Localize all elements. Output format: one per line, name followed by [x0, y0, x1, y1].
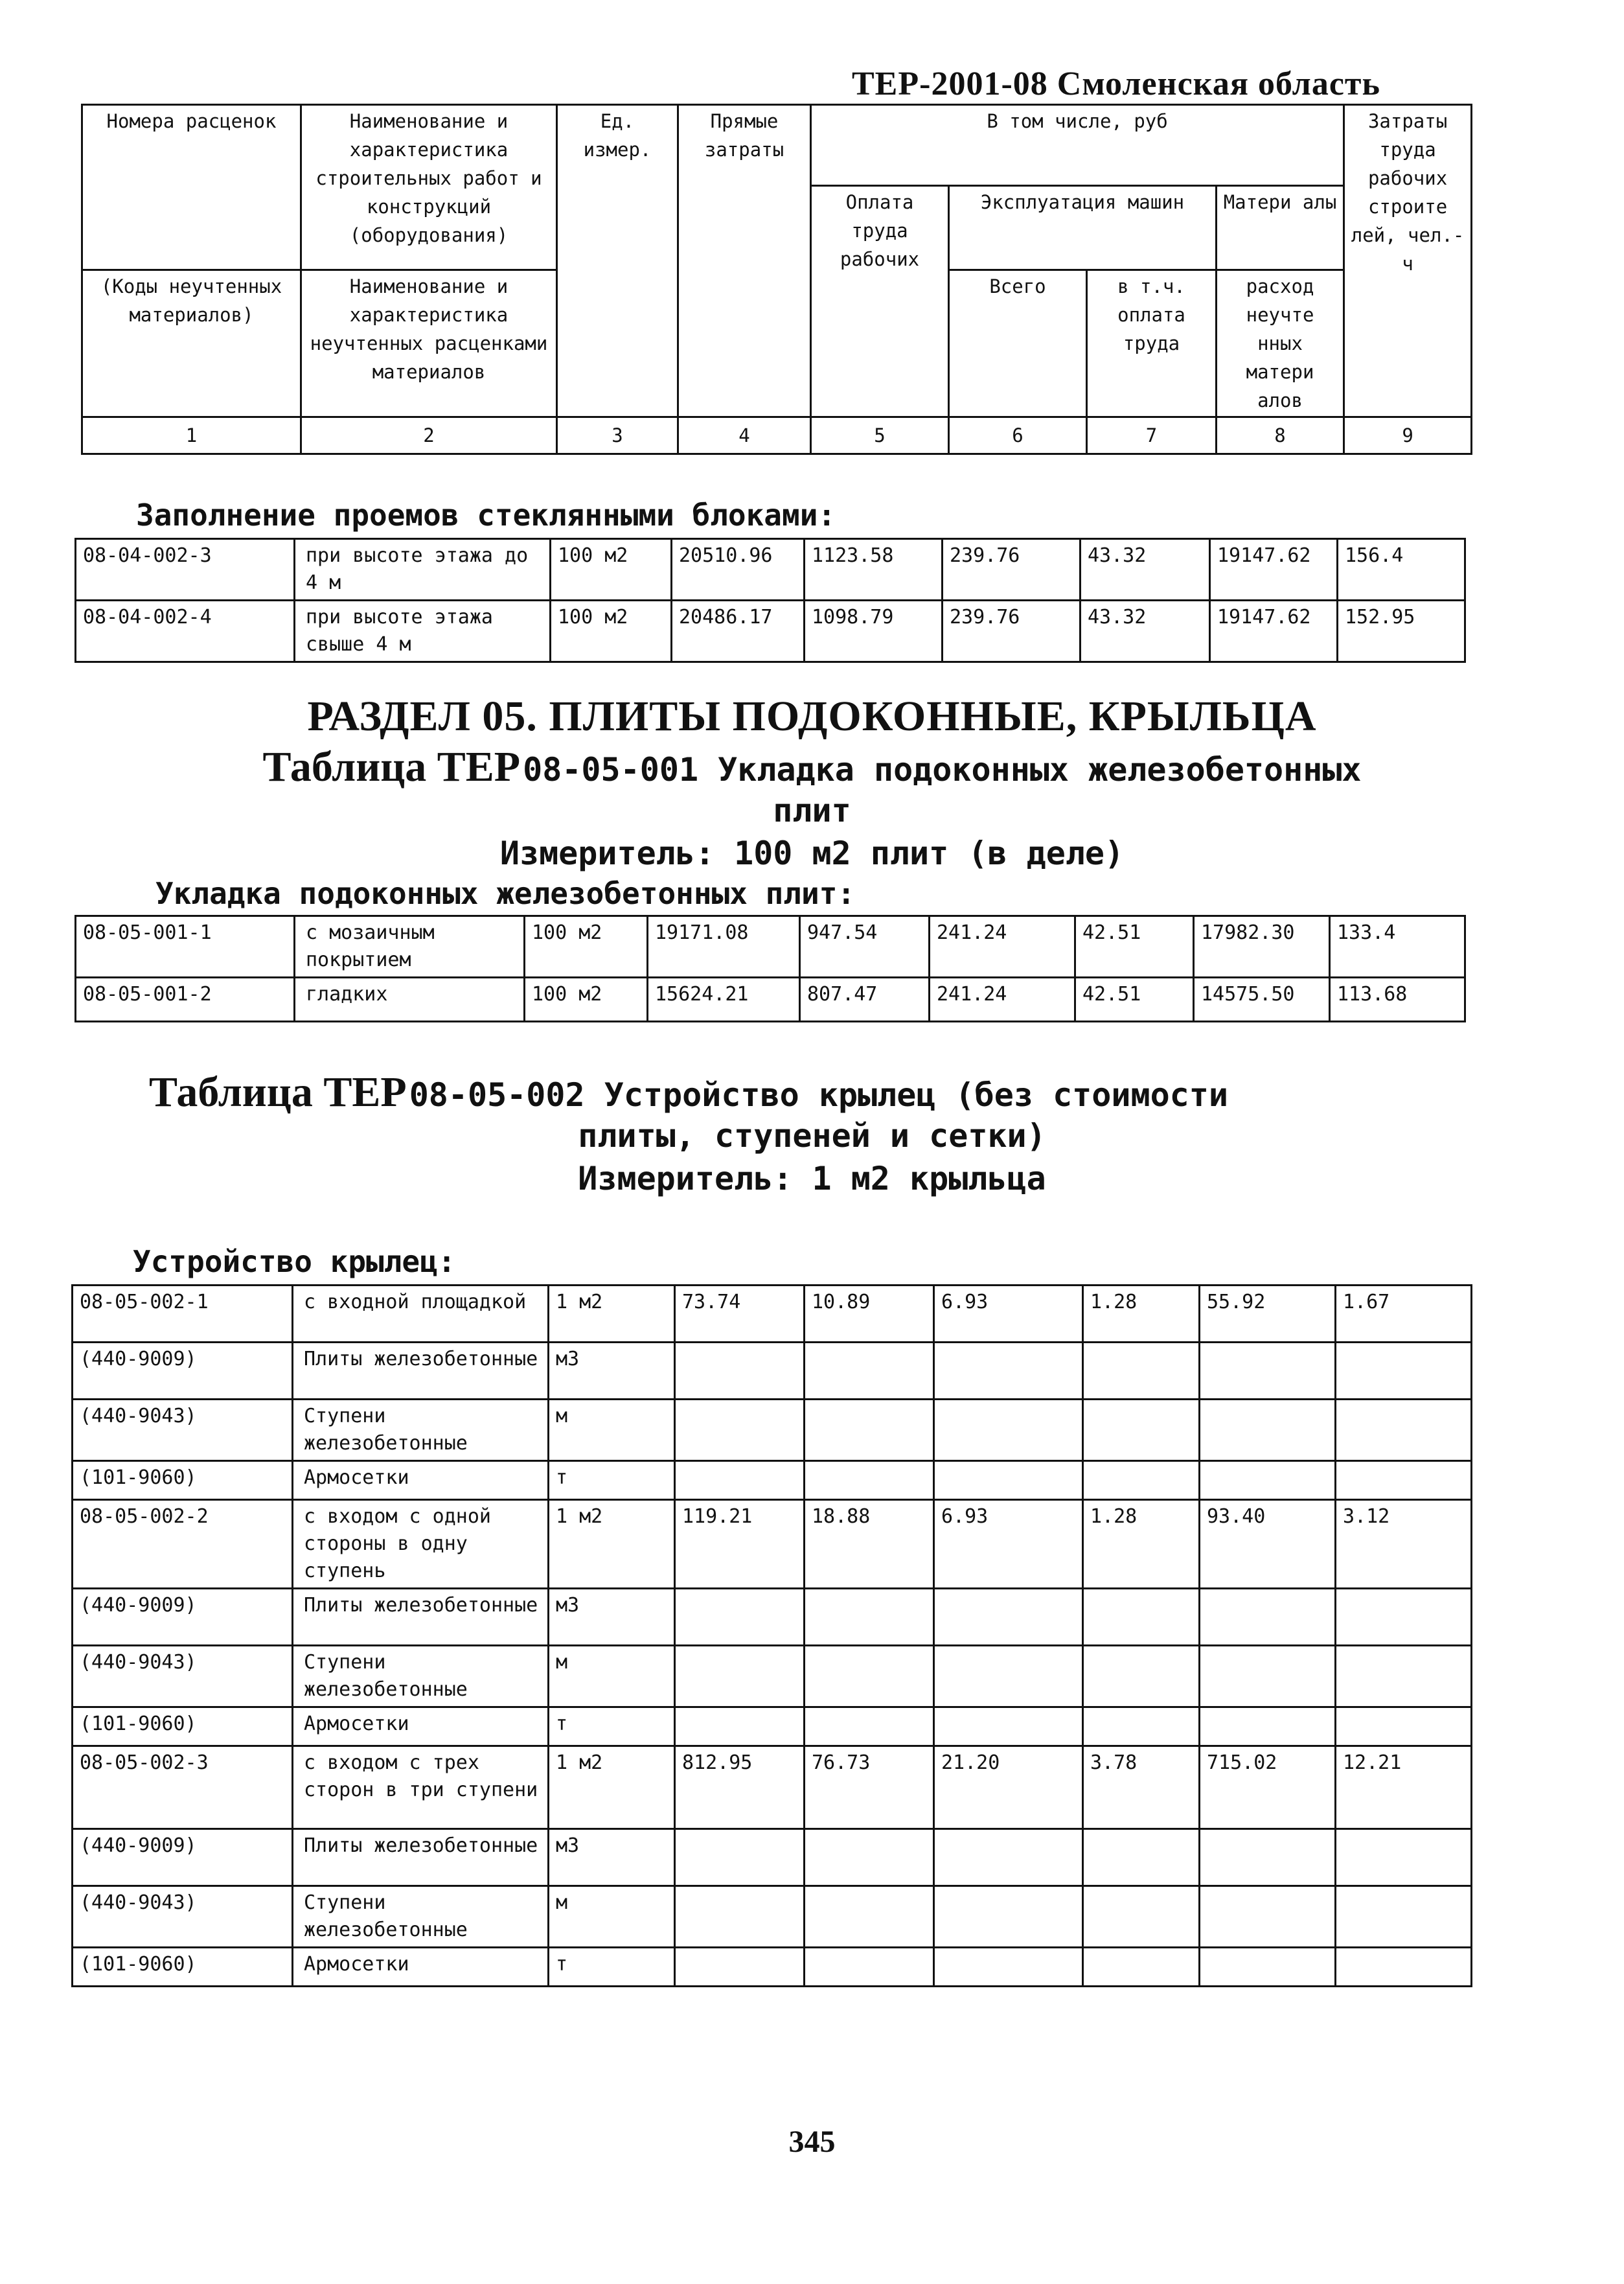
rate-code: 08-05-001-2 [76, 978, 295, 1022]
machines-wage: 43.32 [1081, 601, 1210, 662]
work-name: с входом с одной стороны в одну ступень [293, 1500, 549, 1589]
direct-cost [675, 1829, 805, 1886]
direct-cost: 20486.17 [672, 601, 805, 662]
work-name: Ступени железобетонные [293, 1646, 549, 1707]
table-title-lead: Таблица ТЕР [149, 1068, 407, 1116]
machines-wage: 3.78 [1083, 1746, 1200, 1829]
machines-wage [1083, 1886, 1200, 1948]
table-title-1 [0, 743, 1624, 792]
table-title-text: 08-05-001 Укладка подоконных железобетонных [523, 751, 1362, 789]
unit: т [549, 1948, 675, 1987]
wage [805, 1589, 934, 1646]
table-row [73, 1286, 1472, 1343]
labor [1336, 1343, 1472, 1400]
machines-total: 241.24 [930, 916, 1075, 978]
wage [805, 1948, 934, 1987]
machines-wage: 42.51 [1075, 916, 1194, 978]
direct-cost: 15624.21 [648, 978, 800, 1022]
work-name: Ступени железобетонные [293, 1886, 549, 1948]
direct-cost: 119.21 [675, 1500, 805, 1589]
table-2-meter: Измеритель: 1 м2 крыльца [578, 1160, 1046, 1197]
wage: 18.88 [805, 1500, 934, 1589]
wage [805, 1886, 934, 1948]
col-rate-number-header: Номера расценок [82, 105, 301, 270]
labor [1336, 1461, 1472, 1500]
unit: 100 м2 [525, 916, 648, 978]
machines-wage [1083, 1589, 1200, 1646]
unit: 100 м2 [551, 601, 672, 662]
wage: 76.73 [805, 1746, 934, 1829]
col-machines-header: Эксплуатация машин [949, 186, 1217, 270]
wage: 1123.58 [805, 539, 943, 601]
column-header-table [81, 104, 1472, 455]
labor: 12.21 [1336, 1746, 1472, 1829]
machines-total: 239.76 [943, 601, 1081, 662]
column-number: 7 [1087, 417, 1217, 454]
machines-total [934, 1886, 1083, 1948]
unit: 1 м2 [549, 1500, 675, 1589]
table-row [73, 1589, 1472, 1646]
labor: 156.4 [1338, 539, 1465, 601]
col-labor-header: Затраты труда рабочих строите лей, чел.-ч [1344, 105, 1472, 417]
wage [805, 1707, 934, 1746]
machines-wage: 1.28 [1083, 1286, 1200, 1343]
rate-code: (440-9043) [73, 1646, 293, 1707]
wage [805, 1646, 934, 1707]
materials: 17982.30 [1194, 916, 1330, 978]
sill-label: Укладка подоконных железобетонных плит: [155, 876, 856, 911]
direct-cost: 73.74 [675, 1286, 805, 1343]
materials [1200, 1886, 1336, 1948]
wage [805, 1829, 934, 1886]
machines-wage [1083, 1646, 1200, 1707]
direct-cost [675, 1400, 805, 1461]
rate-code: (440-9009) [73, 1829, 293, 1886]
unit: т [549, 1707, 675, 1746]
rate-code: (101-9060) [73, 1461, 293, 1500]
wage: 10.89 [805, 1286, 934, 1343]
rate-code: 08-04-002-4 [76, 601, 295, 662]
direct-cost [675, 1461, 805, 1500]
materials [1200, 1589, 1336, 1646]
table-title-lead: Таблица ТЕР [262, 743, 521, 790]
work-name: при высоте этажа до 4 м [295, 539, 551, 601]
column-number: 8 [1217, 417, 1344, 454]
glass-blocks-table [74, 538, 1466, 663]
table-row [73, 1886, 1472, 1948]
rate-code: 08-05-001-1 [76, 916, 295, 978]
machines-total [934, 1829, 1083, 1886]
machines-total: 241.24 [930, 978, 1075, 1022]
col-material-name-header: Наименование и характеристика неучтенных расценками материалов [301, 270, 557, 417]
col-wage-header: Оплата труда рабочих [811, 186, 949, 417]
labor [1336, 1707, 1472, 1746]
wage: 947.54 [800, 916, 930, 978]
unit: м3 [549, 1589, 675, 1646]
direct-cost [675, 1707, 805, 1746]
column-number: 3 [557, 417, 678, 454]
column-number: 1 [82, 417, 301, 454]
rate-code: (440-9009) [73, 1343, 293, 1400]
page-number: 345 [788, 2125, 836, 2159]
rate-code: (440-9043) [73, 1886, 293, 1948]
machines-wage [1083, 1461, 1200, 1500]
rate-code: (440-9043) [73, 1400, 293, 1461]
labor: 113.68 [1330, 978, 1465, 1022]
unit: м [549, 1400, 675, 1461]
table-row [73, 1707, 1472, 1746]
rate-code: (440-9009) [73, 1589, 293, 1646]
materials [1200, 1646, 1336, 1707]
porch-table [71, 1284, 1472, 1987]
table-row [73, 1400, 1472, 1461]
machines-total [934, 1343, 1083, 1400]
glass-blocks-label: Заполнение проемов стеклянными блоками: [136, 498, 836, 533]
machines-wage [1083, 1707, 1200, 1746]
materials: 14575.50 [1194, 978, 1330, 1022]
col-machines-total-header: Всего [949, 270, 1087, 417]
table-row [73, 1829, 1472, 1886]
materials: 19147.62 [1210, 539, 1338, 601]
work-name: гладких [295, 978, 525, 1022]
direct-cost [675, 1589, 805, 1646]
column-number: 6 [949, 417, 1087, 454]
materials: 19147.62 [1210, 601, 1338, 662]
wage [805, 1461, 934, 1500]
col-material-codes-header: (Коды неучтенных материалов) [82, 270, 301, 417]
work-name: Плиты железобетонные [293, 1589, 549, 1646]
table-1-meter: Измеритель: 100 м2 плит (в деле) [499, 835, 1125, 872]
wage [805, 1343, 934, 1400]
work-name: Армосетки [293, 1948, 549, 1987]
labor [1336, 1646, 1472, 1707]
table-row [73, 1948, 1472, 1987]
machines-total: 6.93 [934, 1286, 1083, 1343]
table-row [73, 1343, 1472, 1400]
labor: 1.67 [1336, 1286, 1472, 1343]
porch-label: Устройство крылец: [133, 1244, 456, 1279]
direct-cost [675, 1343, 805, 1400]
table-title-text: 08-05-002 Устройство крылец (без стоимости [409, 1076, 1228, 1114]
work-name: Ступени железобетонные [293, 1400, 549, 1461]
table-row [73, 1746, 1472, 1829]
machines-wage: 42.51 [1075, 978, 1194, 1022]
unit: 100 м2 [551, 539, 672, 601]
unit: 1 м2 [549, 1286, 675, 1343]
unit: 100 м2 [525, 978, 648, 1022]
machines-wage: 1.28 [1083, 1500, 1200, 1589]
rate-code: (101-9060) [73, 1707, 293, 1746]
materials [1200, 1400, 1336, 1461]
direct-cost: 19171.08 [648, 916, 800, 978]
labor [1336, 1829, 1472, 1886]
machines-total [934, 1589, 1083, 1646]
direct-cost: 20510.96 [672, 539, 805, 601]
column-number: 9 [1344, 417, 1472, 454]
column-number: 4 [678, 417, 811, 454]
table-row [76, 601, 1465, 662]
wage: 1098.79 [805, 601, 943, 662]
machines-total [934, 1400, 1083, 1461]
table-title-2-continued: плиты, ступеней и сетки) [578, 1117, 1046, 1155]
machines-total: 6.93 [934, 1500, 1083, 1589]
unit: м [549, 1646, 675, 1707]
materials: 93.40 [1200, 1500, 1336, 1589]
materials [1200, 1343, 1336, 1400]
column-number: 5 [811, 417, 949, 454]
materials: 55.92 [1200, 1286, 1336, 1343]
work-name: Плиты железобетонные [293, 1343, 549, 1400]
table-row [73, 1646, 1472, 1707]
col-unit-header: Ед. измер. [557, 105, 678, 417]
table-row [76, 539, 1465, 601]
col-including-header: В том числе, руб [811, 105, 1344, 186]
rate-code: 08-05-002-2 [73, 1500, 293, 1589]
materials: 715.02 [1200, 1746, 1336, 1829]
col-materials-header: Матери алы [1217, 186, 1344, 270]
work-name: Армосетки [293, 1461, 549, 1500]
machines-wage [1083, 1829, 1200, 1886]
col-work-name-header: Наименование и характеристика строительных работ и конструкций (оборудования) [301, 105, 557, 270]
table-title-2 [149, 1068, 1228, 1117]
col-machines-wage-header: в т.ч. оплата труда [1087, 270, 1217, 417]
section-title: РАЗДЕЛ 05. ПЛИТЫ ПОДОКОННЫЕ, КРЫЛЬЦА [307, 693, 1317, 740]
work-name: с входом с трех сторон в три ступени [293, 1746, 549, 1829]
unit: 1 м2 [549, 1746, 675, 1829]
labor: 3.12 [1336, 1500, 1472, 1589]
machines-total [934, 1461, 1083, 1500]
rate-code: 08-05-002-3 [73, 1746, 293, 1829]
table-row [73, 1461, 1472, 1500]
machines-total: 239.76 [943, 539, 1081, 601]
unit: м3 [549, 1829, 675, 1886]
table-row [76, 978, 1465, 1022]
materials [1200, 1948, 1336, 1987]
direct-cost [675, 1886, 805, 1948]
labor [1336, 1400, 1472, 1461]
table-title-1-continued: плит [773, 792, 851, 829]
machines-wage [1083, 1343, 1200, 1400]
materials [1200, 1707, 1336, 1746]
machines-total: 21.20 [934, 1746, 1083, 1829]
unit: м [549, 1886, 675, 1948]
direct-cost [675, 1646, 805, 1707]
machines-wage [1083, 1400, 1200, 1461]
col-materials-extra-header: расход неучте нных матери алов [1217, 270, 1344, 417]
machines-wage: 43.32 [1081, 539, 1210, 601]
work-name: при высоте этажа свыше 4 м [295, 601, 551, 662]
labor [1336, 1948, 1472, 1987]
machines-total [934, 1646, 1083, 1707]
work-name: Плиты железобетонные [293, 1829, 549, 1886]
work-name: с мозаичным покрытием [295, 916, 525, 978]
labor: 133.4 [1330, 916, 1465, 978]
running-header: ТЕР-2001-08 Смоленская область [852, 65, 1380, 102]
machines-total [934, 1707, 1083, 1746]
work-name: Армосетки [293, 1707, 549, 1746]
sill-plates-table [74, 915, 1466, 1022]
column-number: 2 [301, 417, 557, 454]
rate-code: (101-9060) [73, 1948, 293, 1987]
wage [805, 1400, 934, 1461]
direct-cost [675, 1948, 805, 1987]
column-number-row [82, 417, 1472, 454]
col-direct-cost-header: Прямые затраты [678, 105, 811, 417]
labor [1336, 1589, 1472, 1646]
wage: 807.47 [800, 978, 930, 1022]
rate-code: 08-05-002-1 [73, 1286, 293, 1343]
unit: м3 [549, 1343, 675, 1400]
rate-code: 08-04-002-3 [76, 539, 295, 601]
direct-cost: 812.95 [675, 1746, 805, 1829]
labor [1336, 1886, 1472, 1948]
labor: 152.95 [1338, 601, 1465, 662]
machines-total [934, 1948, 1083, 1987]
materials [1200, 1461, 1336, 1500]
machines-wage [1083, 1948, 1200, 1987]
table-row [76, 916, 1465, 978]
unit: т [549, 1461, 675, 1500]
work-name: с входной площадкой [293, 1286, 549, 1343]
table-row [73, 1500, 1472, 1589]
materials [1200, 1829, 1336, 1886]
